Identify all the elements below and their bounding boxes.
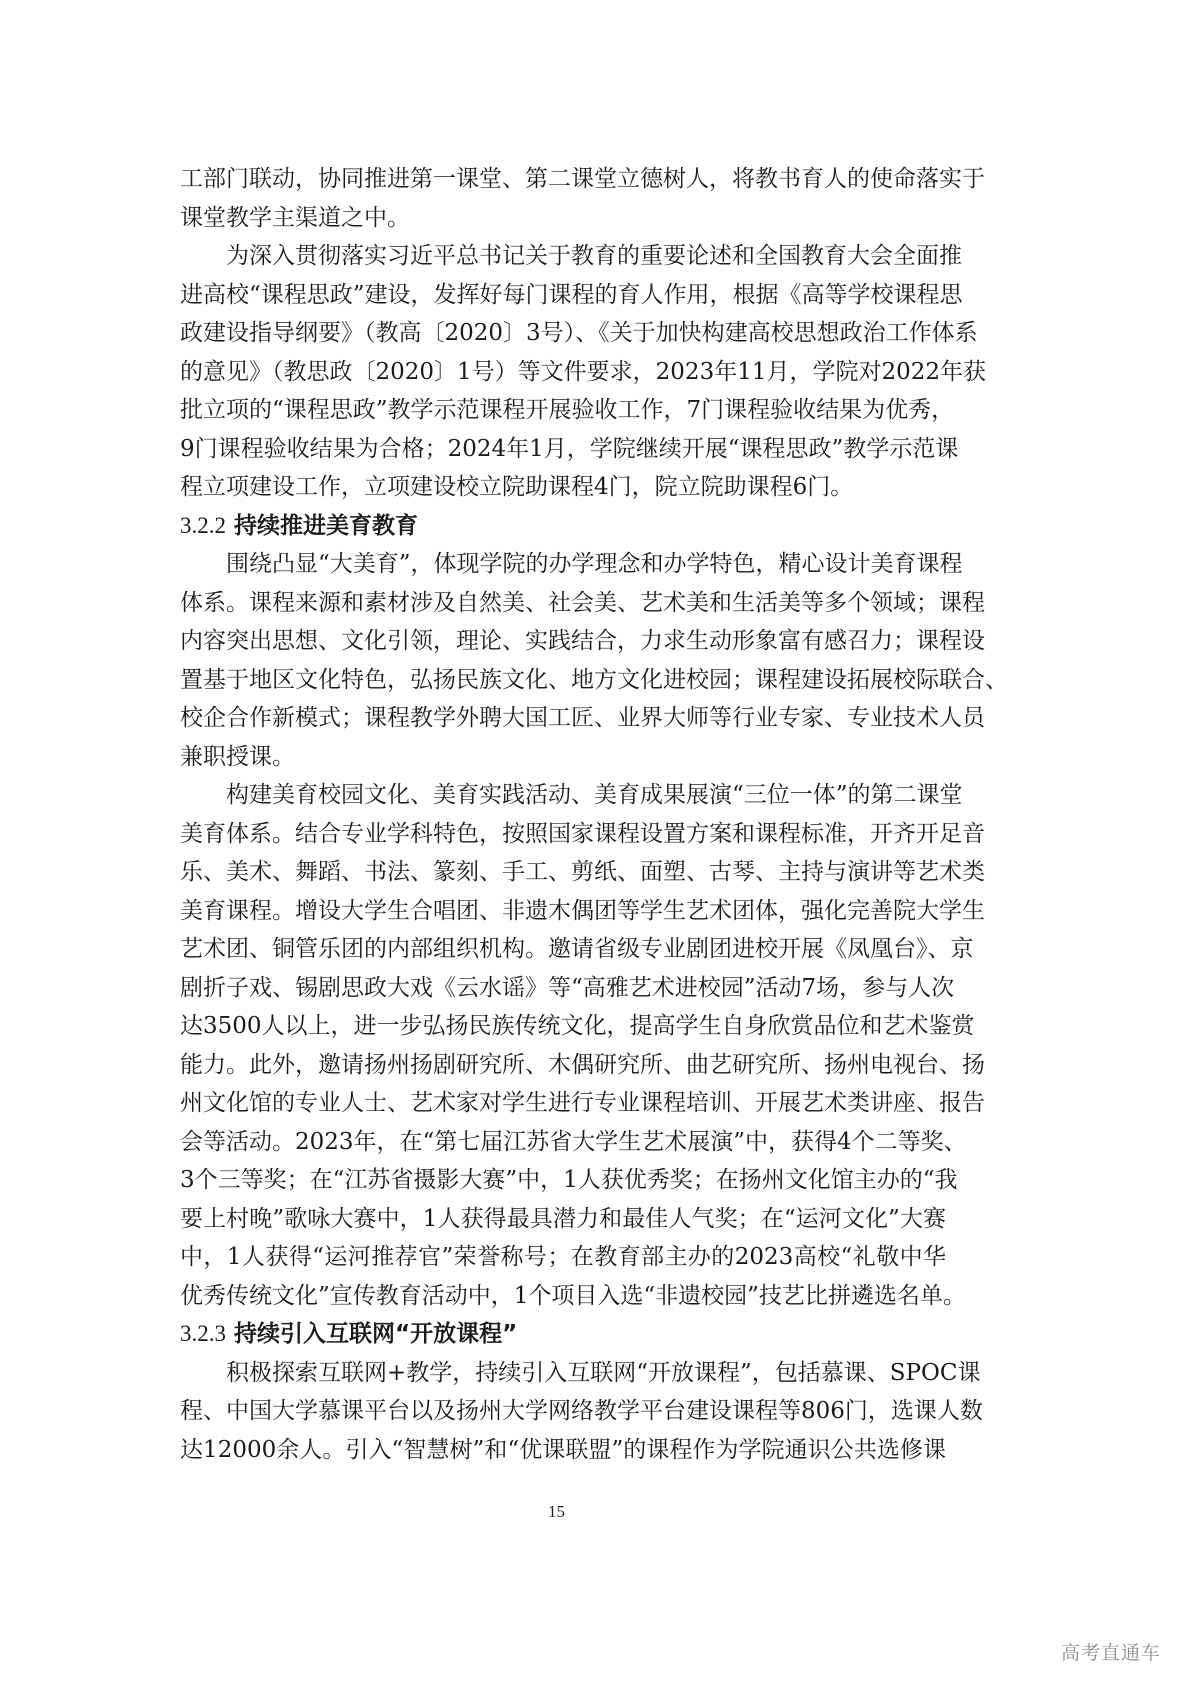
text-line: 兼职授课。 [180,743,295,770]
text-line: 课堂教学主渠道之中。 [180,204,410,231]
section-title: 持续引入互联网“开放课程” [234,1321,518,1347]
section-heading-3-2-2 [180,507,946,546]
section-number: 3.2.2 [180,512,226,538]
text-line: 政建设指导纲要》（教高〔2020〕3号）、《关于加快构建高校思想政治工作体系 [180,320,978,346]
paragraph-continuation [180,160,985,237]
text-line: 美育课程。增设大学生合唱团、非遗木偶团等学生艺术团体，强化完善院大学生 [180,897,985,924]
text-line: 批立项的“课程思政”教学示范课程开展验收工作，7门课程验收结果为优秀， [180,397,955,423]
text-line: 剧折子戏、锡剧思政大戏《云水谣》等“高雅艺术进校园”活动7场，参与人次 [180,974,955,1001]
text-line: 内容突出思想、文化引领，理论、实践结合，力求生动形象富有感召力；课程设 [180,628,985,654]
text-line: 会等活动。2023年，在“第七届江苏省大学生艺术展演”中，获得4个二等奖、 [180,1128,967,1155]
paragraph-second-classroom [180,776,985,1315]
watermark-logo-text: 高考直通车 [1060,1642,1161,1664]
text-line: 9门课程验收结果为合格；2024年1月，学院继续开展“课程思政”教学示范课 [180,435,959,462]
text-line: 3个三等奖；在“江苏省摄影大赛”中，1人获优秀奖；在扬州文化馆主办的“我 [180,1167,958,1193]
text-line: 中，1人获得“运河推荐官”荣誉称号；在教育部主办的2023高校“礼敬中华 [180,1244,946,1270]
text-line: 程、中国大学慕课平台以及扬州大学网络教学平台建设课程等806门，选课人数 [180,1398,983,1424]
text-line: 的意见》（教思政〔2020〕1号）等文件要求，2023年11月，学院对2022年获 [180,358,986,385]
text-line: 置基于地区文化特色，弘扬民族文化、地方文化进校园；课程建设拓展校际联合、 [180,666,1008,693]
text-line: 美育体系。结合专业学科特色，按照国家课程设置方案和课程标准，开齐开足音 [180,820,985,847]
section-heading-3-2-3 [180,1315,946,1354]
text-line: 州文化馆的专业人士、艺术家对学生进行专业课程培训、开展艺术类讲座、报告 [180,1090,985,1116]
page-number: 15 [548,1502,565,1521]
text-line: 优秀传统文化”宣传教育活动中，1个项目入选“非遗校园”技艺比拼遴选名单。 [180,1282,966,1309]
section-number: 3.2.3 [180,1321,226,1346]
section-title: 持续推进美育教育 [234,512,419,539]
text-line: 围绕凸显“大美育”，体现学院的办学理念和办学特色，精心设计美育课程 [226,551,963,577]
text-line: 进高校“课程思政”建设，发挥好每门课程的育人作用，根据《高等学校课程思 [180,281,963,308]
text-line: 构建美育校园文化、美育实践活动、美育成果展演“三位一体”的第二课堂 [226,782,963,808]
text-line: 程立项建设工作，立项建设校立院助课程4门，院立院助课程6门。 [180,474,854,500]
text-line: 校企合作新模式；课程教学外聘大国工匠、业界大师等行业专家、专业技术人员 [180,705,985,731]
text-line: 积极探索互联网+教学，持续引入互联网“开放课程”，包括慕课、SPOC课 [226,1359,981,1386]
page-body [180,160,1008,1469]
text-line: 艺术团、铜管乐团的内部组织机构。邀请省级专业剧团进校开展《凤凰台》、京 [180,936,974,962]
text-line: 达12000余人。引入“智慧树”和“优课联盟”的课程作为学院通识公共选修课 [180,1436,946,1463]
text-line: 工部门联动，协同推进第一课堂、第二课堂立德树人，将教书育人的使命落实于 [180,166,985,192]
text-line: 达3500人以上，进一步弘扬民族传统文化，提高学生自身欣赏品位和艺术鉴赏 [180,1013,975,1039]
text-line: 要上村晚”歌咏大赛中，1人获得最具潜力和最佳人气奖；在“运河文化”大赛 [180,1205,946,1232]
paragraph-open-courses [180,1354,983,1470]
text-line: 体系。课程来源和素材涉及自然美、社会美、艺术美和生活美等多个领域；课程 [180,589,985,616]
text-line: 乐、美术、舞蹈、书法、篆刻、手工、剪纸、面塑、古琴、主持与演讲等艺术类 [180,859,985,885]
paragraph-aesthetic-curriculum [180,545,1008,776]
text-line: 为深入贯彻落实习近平总书记关于教育的重要论述和全国教育大会全面推 [226,243,962,269]
paragraph-course-ideology [180,237,986,507]
text-line: 能力。此外，邀请扬州扬剧研究所、木偶研究所、曲艺研究所、扬州电视台、扬 [180,1051,985,1078]
